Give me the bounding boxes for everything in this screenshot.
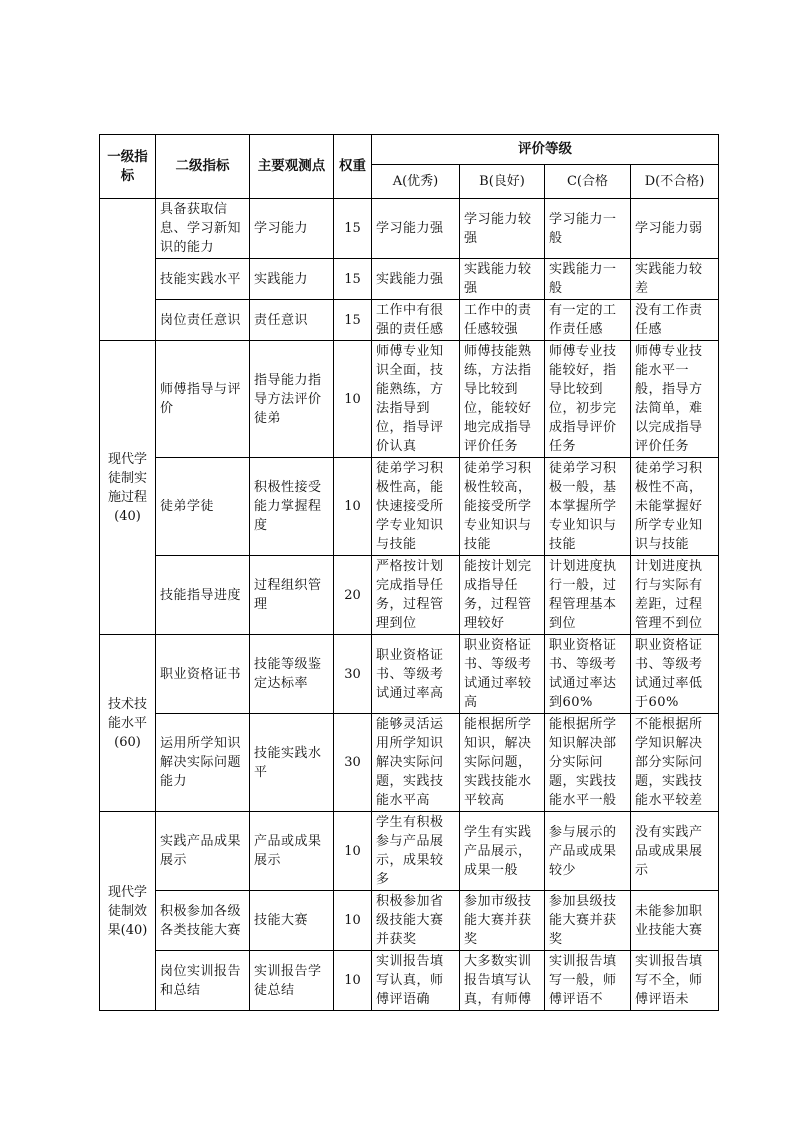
header-level1: 一级指标 (100, 135, 156, 199)
grade-a-cell: 学生有积极参与产品展示，成果较多 (372, 812, 460, 891)
grade-c-cell: 能根据所学知识解决部分实际问题，实践技能水平一般 (545, 714, 631, 812)
grade-c-cell: 徒弟学习积极一般，基本掌握所学专业知识与技能 (545, 458, 631, 556)
header-grade: 评价等级 (372, 135, 719, 165)
grade-a-cell: 严格按计划完成指导任务，过程管理到位 (372, 556, 460, 635)
weight-cell: 30 (334, 714, 372, 812)
level2-cell: 岗位实训报告和总结 (156, 951, 250, 1011)
grade-d-cell: 实践能力较差 (631, 259, 719, 300)
grade-c-cell: 计划进度执行一般，过程管理基本到位 (545, 556, 631, 635)
grade-d-cell: 徒弟学习积极性不高，未能掌握好所学专业知识与技能 (631, 458, 719, 556)
grade-d-cell: 学习能力弱 (631, 199, 719, 259)
observation-cell: 学习能力 (250, 199, 334, 259)
header-weight: 权重 (334, 135, 372, 199)
grade-a-cell: 实训报告填写认真，师傅评语确 (372, 951, 460, 1011)
header-observation: 主要观测点 (250, 135, 334, 199)
weight-cell: 15 (334, 259, 372, 300)
level1-cell: 技术技能水平(60) (100, 635, 156, 812)
observation-cell: 积极性接受能力掌握程度 (250, 458, 334, 556)
header-grade-a: A(优秀) (372, 165, 460, 199)
grade-d-cell: 没有实践产品或成果展示 (631, 812, 719, 891)
grade-b-cell: 工作中的责任感较强 (460, 300, 545, 341)
level2-cell: 实践产品成果展示 (156, 812, 250, 891)
grade-b-cell: 学习能力较强 (460, 199, 545, 259)
grade-a-cell: 积极参加省级技能大赛并获奖 (372, 891, 460, 951)
grade-b-cell: 师傅技能熟练，方法指导比较到位，能较好地完成指导评价任务 (460, 341, 545, 458)
grade-a-cell: 实践能力强 (372, 259, 460, 300)
grade-c-cell: 职业资格证书、等级考试通过率达到60% (545, 635, 631, 714)
observation-cell: 技能实践水平 (250, 714, 334, 812)
observation-cell: 技能大赛 (250, 891, 334, 951)
observation-cell: 技能等级鉴定达标率 (250, 635, 334, 714)
observation-cell: 实训报告学徒总结 (250, 951, 334, 1011)
weight-cell: 30 (334, 635, 372, 714)
weight-cell: 10 (334, 891, 372, 951)
grade-b-cell: 徒弟学习积极性较高，能接受所学专业知识与技能 (460, 458, 545, 556)
grade-c-cell: 有一定的工作责任感 (545, 300, 631, 341)
weight-cell: 15 (334, 199, 372, 259)
level1-cell (100, 199, 156, 341)
level2-cell: 岗位责任意识 (156, 300, 250, 341)
header-level2: 二级指标 (156, 135, 250, 199)
level2-cell: 职业资格证书 (156, 635, 250, 714)
observation-cell: 指导能力指导方法评价徒弟 (250, 341, 334, 458)
level1-cell: 现代学徒制效果(40) (100, 812, 156, 1011)
evaluation-table (99, 134, 719, 1011)
grade-d-cell: 师傅专业技能水平一般，指导方法简单，难以完成指导评价任务 (631, 341, 719, 458)
observation-cell: 过程组织管理 (250, 556, 334, 635)
grade-a-cell: 徒弟学习积极性高，能快速接受所学专业知识与技能 (372, 458, 460, 556)
grade-a-cell: 师傅专业知识全面，技能熟练，方法指导到位，指导评价认真 (372, 341, 460, 458)
grade-b-cell: 大多数实训报告填写认真，有师傅 (460, 951, 545, 1011)
level2-cell: 积极参加各级各类技能大赛 (156, 891, 250, 951)
header-grade-b: B(良好) (460, 165, 545, 199)
grade-c-cell: 学习能力一般 (545, 199, 631, 259)
level2-cell: 具备获取信息、学习新知识的能力 (156, 199, 250, 259)
weight-cell: 10 (334, 458, 372, 556)
grade-d-cell: 计划进度执行与实际有差距，过程管理不到位 (631, 556, 719, 635)
grade-b-cell: 参加市级技能大赛并获奖 (460, 891, 545, 951)
observation-cell: 产品或成果展示 (250, 812, 334, 891)
grade-d-cell: 不能根据所学知识解决部分实际问题，实践技能水平较差 (631, 714, 719, 812)
level2-cell: 技能实践水平 (156, 259, 250, 300)
grade-a-cell: 工作中有很强的责任感 (372, 300, 460, 341)
grade-c-cell: 参加县级技能大赛并获奖 (545, 891, 631, 951)
weight-cell: 10 (334, 812, 372, 891)
grade-b-cell: 实践能力较强 (460, 259, 545, 300)
grade-a-cell: 职业资格证书、等级考试通过率高 (372, 635, 460, 714)
grade-d-cell: 职业资格证书、等级考试通过率低于60% (631, 635, 719, 714)
grade-b-cell: 职业资格证书、等级考试通过率较高 (460, 635, 545, 714)
grade-d-cell: 未能参加职业技能大赛 (631, 891, 719, 951)
grade-a-cell: 能够灵活运用所学知识解决实际问题，实践技能水平高 (372, 714, 460, 812)
weight-cell: 10 (334, 951, 372, 1011)
header-grade-d: D(不合格) (631, 165, 719, 199)
level1-cell: 现代学徒制实施过程(40) (100, 341, 156, 635)
level2-cell: 徒弟学徒 (156, 458, 250, 556)
level2-cell: 师傅指导与评价 (156, 341, 250, 458)
level2-cell: 运用所学知识解决实际问题能力 (156, 714, 250, 812)
header-grade-c: C(合格 (545, 165, 631, 199)
grade-c-cell: 实践能力一般 (545, 259, 631, 300)
grade-a-cell: 学习能力强 (372, 199, 460, 259)
grade-d-cell: 实训报告填写不全，师傅评语未 (631, 951, 719, 1011)
weight-cell: 10 (334, 341, 372, 458)
level2-cell: 技能指导进度 (156, 556, 250, 635)
grade-b-cell: 学生有实践产品展示，成果一般 (460, 812, 545, 891)
grade-c-cell: 参与展示的产品或成果较少 (545, 812, 631, 891)
observation-cell: 实践能力 (250, 259, 334, 300)
grade-b-cell: 能按计划完成指导任务，过程管理较好 (460, 556, 545, 635)
weight-cell: 15 (334, 300, 372, 341)
grade-b-cell: 能根据所学知识，解决实际问题，实践技能水平较高 (460, 714, 545, 812)
observation-cell: 责任意识 (250, 300, 334, 341)
grade-d-cell: 没有工作责任感 (631, 300, 719, 341)
grade-c-cell: 实训报告填写一般，师傅评语不 (545, 951, 631, 1011)
weight-cell: 20 (334, 556, 372, 635)
grade-c-cell: 师傅专业技能较好，指导比较到位，初步完成指导评价任务 (545, 341, 631, 458)
